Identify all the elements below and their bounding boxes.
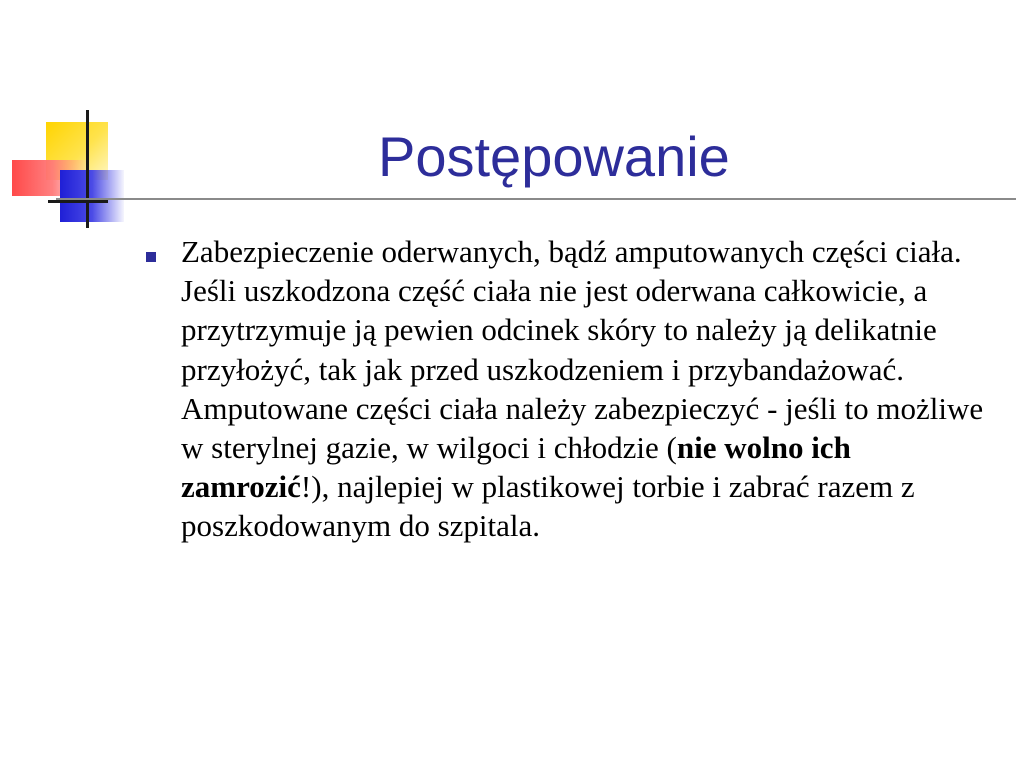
bullet-text-after: !), najlepiej w plastikowej torbie i zabrać razem z poszkodowanym do szpitala. — [181, 469, 915, 544]
bullet-text-emphasis: nie wolno ich zamrozić — [181, 430, 851, 505]
bullet-text — [181, 232, 1001, 546]
decorative-vertical-line — [86, 110, 89, 228]
slide-title: Postępowanie — [378, 125, 730, 188]
decorative-horizontal-line — [48, 200, 108, 203]
decorative-blue-square — [60, 170, 124, 222]
title-underline — [56, 198, 1016, 200]
bullet-text-before: Zabezpieczenie oderwanych, bądź amputowanych części ciała. Jeśli uszkodzona część ciała nie jest oderwana całkowicie, a przytrzymuje ją pewien odcinek skóry to należy ją delikatnie przyłożyć, tak jak przed uszkodzeniem i przybandażować. Amputowane części ciała należy zabezpieczyć - jeśli to możliwe w sterylnej gazie, w wilgoci i chłodzie ( — [181, 234, 984, 466]
bullet-square-icon — [146, 252, 156, 262]
